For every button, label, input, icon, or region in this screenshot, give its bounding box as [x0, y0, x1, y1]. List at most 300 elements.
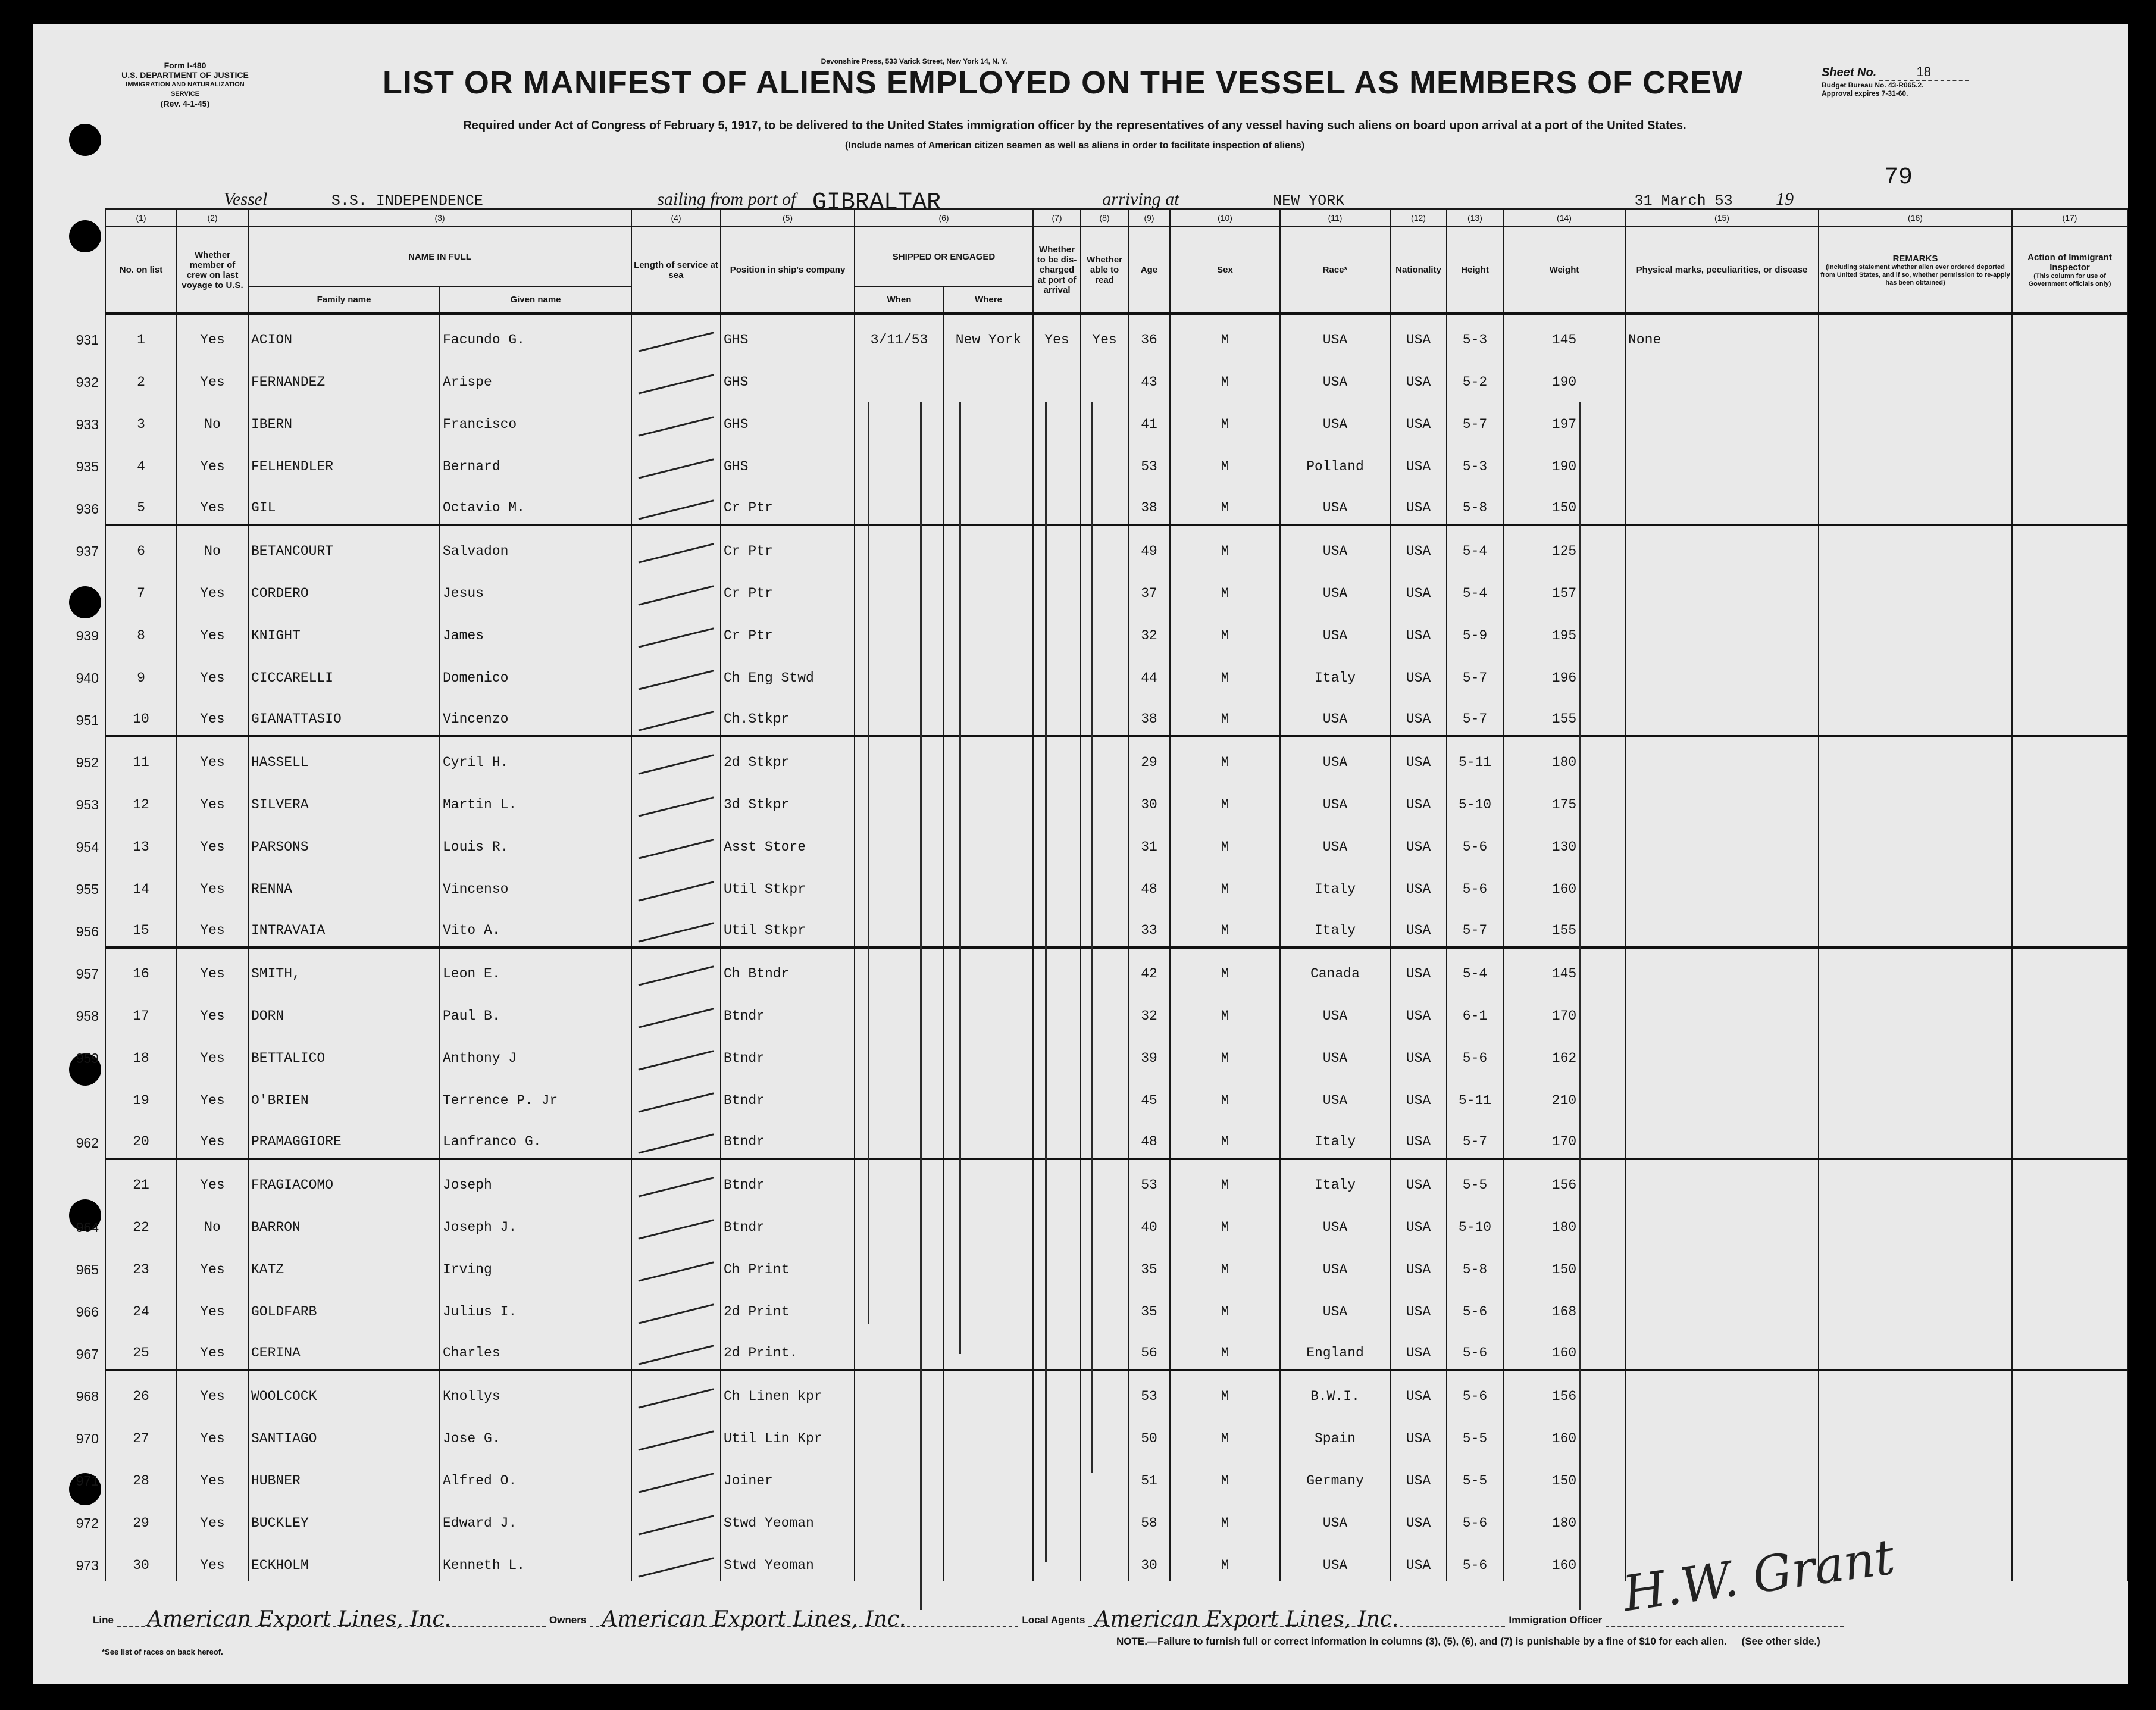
cell-member: Yes	[177, 990, 248, 1032]
page-mark: 79	[1884, 164, 1913, 191]
cell-nationality: USA	[1390, 990, 1447, 1032]
cell-position: Cr Ptr	[721, 609, 855, 652]
cell-weight: 160	[1503, 1412, 1625, 1455]
cell-no: 24	[105, 1286, 177, 1328]
check-mark	[639, 711, 714, 731]
cell-member: Yes	[177, 483, 248, 525]
row-serial-number: 939	[76, 628, 99, 643]
cell-sex: M	[1170, 398, 1280, 440]
cell-read: Yes	[1081, 314, 1128, 356]
col-number: (12)	[1390, 209, 1447, 227]
cell-no: 5	[105, 483, 177, 525]
cell-read	[1081, 948, 1128, 990]
cell-given: Anthony J	[440, 1032, 631, 1074]
cell-discharged	[1033, 356, 1081, 398]
cell-action	[2012, 1243, 2127, 1286]
cell-height: 5-11	[1447, 1074, 1503, 1117]
cell-length	[631, 1201, 721, 1243]
table-row	[105, 1159, 2127, 1201]
cell-discharged	[1033, 948, 1081, 990]
cell-read	[1081, 483, 1128, 525]
see-other-side: (See other side.)	[1741, 1636, 1820, 1647]
cell-family: RENNA	[248, 863, 440, 905]
ditto-line	[959, 402, 961, 1354]
cell-weight: 150	[1503, 1455, 1625, 1497]
cell-height: 5-7	[1447, 1117, 1503, 1159]
cell-where	[944, 990, 1033, 1032]
cell-height: 5-10	[1447, 779, 1503, 821]
cell-race: USA	[1280, 1286, 1390, 1328]
cell-where	[944, 736, 1033, 779]
cell-where	[944, 525, 1033, 567]
cell-race: Spain	[1280, 1412, 1390, 1455]
cell-action	[2012, 609, 2127, 652]
cell-nationality: USA	[1390, 1159, 1447, 1201]
cell-weight: 125	[1503, 525, 1625, 567]
year-label: 19	[1776, 189, 1794, 209]
cell-remarks	[1819, 1497, 2012, 1539]
cell-position: GHS	[721, 440, 855, 483]
approval-expiry: Approval expires 7-31-60.	[1822, 89, 1908, 98]
cell-height: 5-11	[1447, 736, 1503, 779]
check-mark	[639, 1557, 714, 1577]
column-numbers-row	[105, 209, 2127, 227]
table-row	[105, 694, 2127, 736]
cell-age: 51	[1128, 1455, 1170, 1497]
cell-action	[2012, 948, 2127, 990]
cell-nationality: USA	[1390, 694, 1447, 736]
cell-age: 53	[1128, 1159, 1170, 1201]
cell-age: 35	[1128, 1243, 1170, 1286]
ditto-line	[1045, 402, 1047, 1562]
cell-nationality: USA	[1390, 1243, 1447, 1286]
heading-race: Race*	[1280, 227, 1390, 314]
cell-sex: M	[1170, 1286, 1280, 1328]
cell-height: 5-6	[1447, 1286, 1503, 1328]
check-mark	[639, 1303, 714, 1324]
table-row	[105, 398, 2127, 440]
cell-physical: None	[1625, 314, 1819, 356]
cell-physical	[1625, 948, 1819, 990]
row-serial-number: 970	[76, 1431, 99, 1446]
cell-no: 3	[105, 398, 177, 440]
cell-action	[2012, 356, 2127, 398]
table-row	[105, 1201, 2127, 1243]
cell-remarks	[1819, 1032, 2012, 1074]
cell-sex: M	[1170, 1117, 1280, 1159]
heading-whether-member: Whether member of crew on last voyage to U.S.	[177, 227, 248, 314]
check-mark	[639, 543, 714, 563]
cell-remarks	[1819, 1370, 2012, 1412]
heading-when: When	[855, 286, 944, 314]
sheet-number-block	[1822, 64, 2083, 98]
cell-height: 5-7	[1447, 652, 1503, 694]
col-number: (9)	[1128, 209, 1170, 227]
cell-discharged	[1033, 1286, 1081, 1328]
cell-family: GIANATTASIO	[248, 694, 440, 736]
cell-height: 5-4	[1447, 567, 1503, 609]
cell-age: 30	[1128, 779, 1170, 821]
cell-race: B.W.I.	[1280, 1370, 1390, 1412]
cell-action	[2012, 990, 2127, 1032]
cell-remarks	[1819, 694, 2012, 736]
cell-height: 6-1	[1447, 990, 1503, 1032]
cell-family: CICCARELLI	[248, 652, 440, 694]
cell-nationality: USA	[1390, 948, 1447, 990]
cell-age: 53	[1128, 1370, 1170, 1412]
cell-action	[2012, 567, 2127, 609]
cell-remarks	[1819, 905, 2012, 948]
cell-no: 18	[105, 1032, 177, 1074]
cell-member: Yes	[177, 1370, 248, 1412]
col-number: (14)	[1503, 209, 1625, 227]
manifest-sheet	[33, 24, 2128, 1684]
cell-sex: M	[1170, 1455, 1280, 1497]
cell-physical	[1625, 1243, 1819, 1286]
table-row	[105, 652, 2127, 694]
cell-given: Julius I.	[440, 1286, 631, 1328]
cell-weight: 160	[1503, 1328, 1625, 1370]
cell-remarks	[1819, 821, 2012, 863]
cell-remarks	[1819, 1117, 2012, 1159]
cell-read	[1081, 1074, 1128, 1117]
cell-sex: M	[1170, 314, 1280, 356]
cell-given: Terrence P. Jr	[440, 1074, 631, 1117]
cell-length	[631, 1032, 721, 1074]
cell-sex: M	[1170, 863, 1280, 905]
vessel-label: Vessel	[224, 189, 268, 209]
cell-age: 42	[1128, 948, 1170, 990]
table-row	[105, 905, 2127, 948]
cell-given: Vincenzo	[440, 694, 631, 736]
cell-discharged	[1033, 694, 1081, 736]
row-serial-number: 973	[76, 1558, 99, 1573]
cell-discharged	[1033, 652, 1081, 694]
cell-nationality: USA	[1390, 1328, 1447, 1370]
cell-length	[631, 1370, 721, 1412]
cell-weight: 155	[1503, 694, 1625, 736]
cell-discharged	[1033, 990, 1081, 1032]
cell-weight: 162	[1503, 1032, 1625, 1074]
cell-no: 28	[105, 1455, 177, 1497]
cell-nationality: USA	[1390, 1032, 1447, 1074]
cell-physical	[1625, 1117, 1819, 1159]
cell-sex: M	[1170, 1159, 1280, 1201]
cell-height: 5-8	[1447, 1243, 1503, 1286]
cell-remarks	[1819, 609, 2012, 652]
table-row	[105, 1286, 2127, 1328]
cell-position: Cr Ptr	[721, 483, 855, 525]
cell-member: No	[177, 398, 248, 440]
cell-age: 33	[1128, 905, 1170, 948]
cell-read	[1081, 525, 1128, 567]
races-note: *See list of races on back hereof.	[102, 1648, 223, 1656]
cell-weight: 145	[1503, 948, 1625, 990]
cell-physical	[1625, 356, 1819, 398]
cell-member: Yes	[177, 779, 248, 821]
cell-weight: 160	[1503, 863, 1625, 905]
cell-action	[2012, 1074, 2127, 1117]
col-number: (8)	[1081, 209, 1128, 227]
cell-weight: 156	[1503, 1159, 1625, 1201]
cell-discharged	[1033, 863, 1081, 905]
cell-no: 17	[105, 990, 177, 1032]
cell-family: KNIGHT	[248, 609, 440, 652]
cell-race: Polland	[1280, 440, 1390, 483]
cell-read	[1081, 440, 1128, 483]
cell-where	[944, 1497, 1033, 1539]
cell-no: 16	[105, 948, 177, 990]
cell-sex: M	[1170, 1539, 1280, 1581]
cell-sex: M	[1170, 609, 1280, 652]
cell-weight: 180	[1503, 1201, 1625, 1243]
arrival-date: 31 March 53	[1634, 192, 1733, 210]
cell-age: 29	[1128, 736, 1170, 779]
cell-sex: M	[1170, 1328, 1280, 1370]
cell-no: 9	[105, 652, 177, 694]
cell-sex: M	[1170, 821, 1280, 863]
cell-family: SILVERA	[248, 779, 440, 821]
ditto-line	[868, 402, 869, 1324]
ditto-line	[1579, 402, 1581, 1610]
cell-age: 37	[1128, 567, 1170, 609]
cell-age: 38	[1128, 694, 1170, 736]
cell-weight: 190	[1503, 356, 1625, 398]
cell-discharged	[1033, 1497, 1081, 1539]
cell-position: 2d Stkpr	[721, 736, 855, 779]
cell-sex: M	[1170, 1032, 1280, 1074]
cell-age: 44	[1128, 652, 1170, 694]
cell-weight: 175	[1503, 779, 1625, 821]
cell-family: IBERN	[248, 398, 440, 440]
cell-age: 35	[1128, 1286, 1170, 1328]
crew-table-body	[105, 314, 2127, 1581]
heading-sex: Sex	[1170, 227, 1280, 314]
cell-nationality: USA	[1390, 863, 1447, 905]
table-row	[105, 1328, 2127, 1370]
col-number: (10)	[1170, 209, 1280, 227]
cell-when	[855, 1370, 944, 1412]
table-row	[105, 1074, 2127, 1117]
cell-action	[2012, 1159, 2127, 1201]
cell-length	[631, 652, 721, 694]
cell-physical	[1625, 1159, 1819, 1201]
cell-nationality: USA	[1390, 1074, 1447, 1117]
cell-remarks	[1819, 1412, 2012, 1455]
cell-height: 5-7	[1447, 694, 1503, 736]
cell-discharged	[1033, 779, 1081, 821]
cell-sex: M	[1170, 694, 1280, 736]
cell-physical	[1625, 863, 1819, 905]
cell-when	[855, 1539, 944, 1581]
cell-member: Yes	[177, 905, 248, 948]
cell-remarks	[1819, 1074, 2012, 1117]
check-mark	[639, 839, 714, 859]
row-serial-number: 952	[76, 755, 99, 770]
cell-position: Cr Ptr	[721, 525, 855, 567]
cell-remarks	[1819, 652, 2012, 694]
cell-physical	[1625, 1286, 1819, 1328]
check-mark	[639, 499, 714, 520]
cell-given: Francisco	[440, 398, 631, 440]
table-row	[105, 1243, 2127, 1286]
arrival-port: NEW YORK	[1273, 192, 1345, 210]
cell-member: Yes	[177, 948, 248, 990]
cell-sex: M	[1170, 779, 1280, 821]
cell-member: Yes	[177, 1159, 248, 1201]
cell-where	[944, 1455, 1033, 1497]
cell-sex: M	[1170, 356, 1280, 398]
check-mark	[639, 1092, 714, 1112]
cell-nationality: USA	[1390, 483, 1447, 525]
check-mark	[639, 374, 714, 394]
cell-position: Ch Btndr	[721, 948, 855, 990]
col-number: (2)	[177, 209, 248, 227]
cell-physical	[1625, 1328, 1819, 1370]
cell-physical	[1625, 1412, 1819, 1455]
cell-action	[2012, 863, 2127, 905]
cell-race: Germany	[1280, 1455, 1390, 1497]
cell-nationality: USA	[1390, 609, 1447, 652]
table-row	[105, 440, 2127, 483]
check-mark	[639, 416, 714, 436]
cell-remarks	[1819, 863, 2012, 905]
cell-given: Charles	[440, 1328, 631, 1370]
form-id: Form I-480	[164, 61, 206, 70]
cell-action	[2012, 440, 2127, 483]
check-mark	[639, 965, 714, 986]
cell-length	[631, 990, 721, 1032]
row-serial-number: 953	[76, 797, 99, 812]
action-note: (This column for use of Government officials only)	[2028, 272, 2111, 287]
cell-family: KATZ	[248, 1243, 440, 1286]
cell-where	[944, 356, 1033, 398]
cell-physical	[1625, 990, 1819, 1032]
cell-read	[1081, 1370, 1128, 1412]
cell-length	[631, 440, 721, 483]
cell-position: 2d Print.	[721, 1328, 855, 1370]
table-row	[105, 525, 2127, 567]
check-mark	[639, 1008, 714, 1028]
cell-read	[1081, 863, 1128, 905]
cell-member: Yes	[177, 1328, 248, 1370]
cell-discharged	[1033, 525, 1081, 567]
remarks-title: REMARKS	[1892, 253, 1938, 264]
cell-height: 5-7	[1447, 905, 1503, 948]
cell-read	[1081, 736, 1128, 779]
service: IMMIGRATION AND NATURALIZATION SERVICE	[126, 81, 245, 98]
col-number: (5)	[721, 209, 855, 227]
check-mark	[639, 458, 714, 479]
row-serial-number: 958	[76, 1008, 99, 1024]
cell-position: Util Lin Kpr	[721, 1412, 855, 1455]
cell-where	[944, 821, 1033, 863]
cell-sex: M	[1170, 1243, 1280, 1286]
cell-sex: M	[1170, 1074, 1280, 1117]
cell-height: 5-6	[1447, 1539, 1503, 1581]
cell-height: 5-6	[1447, 1370, 1503, 1412]
col-number: (4)	[631, 209, 721, 227]
cell-nationality: USA	[1390, 736, 1447, 779]
heading-discharged: Whether to be dis-charged at port of arrival	[1033, 227, 1081, 314]
row-serial-number: 971	[76, 1473, 99, 1489]
cell-weight: 150	[1503, 483, 1625, 525]
officer-signature: H.W. Grant	[1619, 1528, 1898, 1623]
cell-no: 23	[105, 1243, 177, 1286]
cell-read	[1081, 398, 1128, 440]
cell-sex: M	[1170, 567, 1280, 609]
cell-age: 58	[1128, 1497, 1170, 1539]
cell-read	[1081, 1243, 1128, 1286]
row-serial-number: 967	[76, 1346, 99, 1362]
cell-discharged	[1033, 1455, 1081, 1497]
cell-remarks	[1819, 736, 2012, 779]
cell-no: 2	[105, 356, 177, 398]
cell-given: Domenico	[440, 652, 631, 694]
cell-action	[2012, 525, 2127, 567]
cell-weight: 170	[1503, 1117, 1625, 1159]
cell-sex: M	[1170, 483, 1280, 525]
cell-given: Jesus	[440, 567, 631, 609]
cell-given: Bernard	[440, 440, 631, 483]
cell-where	[944, 1328, 1033, 1370]
cell-weight: 156	[1503, 1370, 1625, 1412]
cell-physical	[1625, 905, 1819, 948]
check-mark	[639, 1388, 714, 1408]
cell-remarks	[1819, 779, 2012, 821]
cell-discharged	[1033, 1370, 1081, 1412]
row-serial-number: 951	[76, 712, 99, 728]
cell-member: Yes	[177, 1117, 248, 1159]
form-identification	[117, 61, 254, 108]
cell-height: 5-3	[1447, 314, 1503, 356]
cell-family: CERINA	[248, 1328, 440, 1370]
cell-where	[944, 609, 1033, 652]
cell-no: 19	[105, 1074, 177, 1117]
cell-nationality: USA	[1390, 1201, 1447, 1243]
row-serial-number: 935	[76, 459, 99, 474]
cell-sex: M	[1170, 1370, 1280, 1412]
heading-age: Age	[1128, 227, 1170, 314]
cell-discharged	[1033, 440, 1081, 483]
cell-race: Italy	[1280, 863, 1390, 905]
cell-given: Lanfranco G.	[440, 1117, 631, 1159]
cell-family: BARRON	[248, 1201, 440, 1243]
cell-race: USA	[1280, 990, 1390, 1032]
cell-action	[2012, 1539, 2127, 1581]
heading-physical: Physical marks, peculiarities, or disease	[1625, 227, 1819, 314]
cell-height: 5-5	[1447, 1455, 1503, 1497]
cell-family: SANTIAGO	[248, 1412, 440, 1455]
cell-discharged	[1033, 1201, 1081, 1243]
col-number: (3)	[248, 209, 631, 227]
cell-physical	[1625, 525, 1819, 567]
col-number: (13)	[1447, 209, 1503, 227]
cell-family: ECKHOLM	[248, 1539, 440, 1581]
check-mark	[639, 670, 714, 690]
cell-race: USA	[1280, 567, 1390, 609]
table-row	[105, 948, 2127, 990]
heading-no-on-list: No. on list	[105, 227, 177, 314]
cell-read	[1081, 990, 1128, 1032]
cell-nationality: USA	[1390, 821, 1447, 863]
cell-discharged	[1033, 398, 1081, 440]
cell-nationality: USA	[1390, 1286, 1447, 1328]
column-headings-row-1	[105, 227, 2127, 286]
cell-race: Italy	[1280, 1117, 1390, 1159]
cell-age: 48	[1128, 863, 1170, 905]
cell-family: FRAGIACOMO	[248, 1159, 440, 1201]
